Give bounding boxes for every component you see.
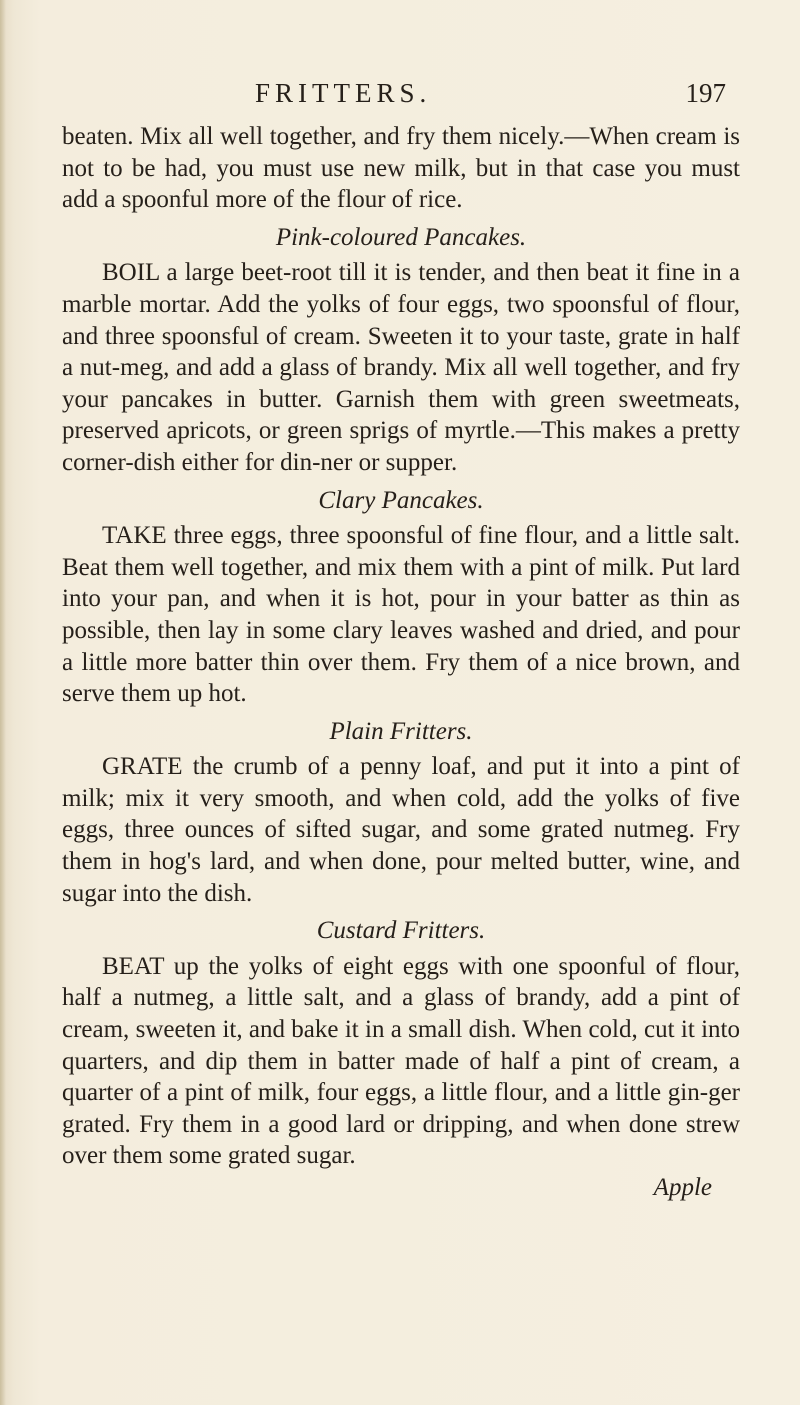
gutter-shadow — [0, 0, 6, 1405]
recipe-text-pink-coloured-pancakes: BOIL a large beet-root till it is tender, and then beat it fine in a marble mortar. Add the yolks of four eggs, two spoonsful of flour, and three spoonsful of cream. Sweeten it to your taste, grate in half a nut-meg, and add a glass of brandy. Mix all well together, and fry your pancakes in butter. Garnish them with green sweetmeats, preserved apricots, or green sprigs of myrtle.—This makes a pretty corner-dish either for din-ner or supper. — [62, 259, 740, 476]
recipe-title-plain-fritters: Plain Fritters. — [329, 717, 473, 745]
opening-paragraph: beaten. Mix all well together, and fry them nicely.—When cream is not to be had, you must use new milk, but in that case you must add a spoonful more of the flour of rice. — [62, 123, 740, 214]
recipe-title-clary-pancakes: Clary Pancakes. — [318, 486, 484, 514]
recipe-title-custard-fritters: Custard Fritters. — [316, 917, 486, 945]
recipe-title-pink-coloured-pancakes: Pink-coloured Pancakes. — [275, 223, 527, 251]
running-title: FRITTERS. — [255, 78, 432, 108]
page-number: 197 — [685, 78, 726, 108]
recipe-text-clary-pancakes: TAKE three eggs, three spoonsful of fine flour, and a little salt. Beat them well together, and mix them with a pint of milk. Put lard into your pan, and when it is hot, pour in your batter as thin as possible, then lay in some clary leaves washed and dried, and pour a little more batter thin over them. Fry them of a nice brown, and serve them up hot. — [62, 522, 740, 708]
catchword: Apple — [653, 1174, 712, 1201]
body-text — [62, 121, 740, 1204]
page-header — [60, 78, 740, 118]
recipe-text-custard-fritters: BEAT up the yolks of eight eggs with one spoonful of flour, half a nutmeg, a little salt, and a glass of brandy, add a pint of cream, sweeten it, and bake it in a small dish. When cold, cut it into quarters, and dip them in batter made of half a pint of cream, a quarter of a pint of milk, four eggs, a little flour, and a little gin-ger grated. Fry them in a good lard or dripping, and when done strew over them some grated sugar. — [62, 952, 740, 1170]
recipe-text-plain-fritters: GRATE the crumb of a penny loaf, and put it into a pint of milk; mix it very smooth, and when cold, add the yolks of five eggs, three ounces of sifted sugar, and some grated nutmeg. Fry them in hog's lard, and when done, pour melted butter, wine, and sugar into the dish. — [62, 753, 740, 907]
